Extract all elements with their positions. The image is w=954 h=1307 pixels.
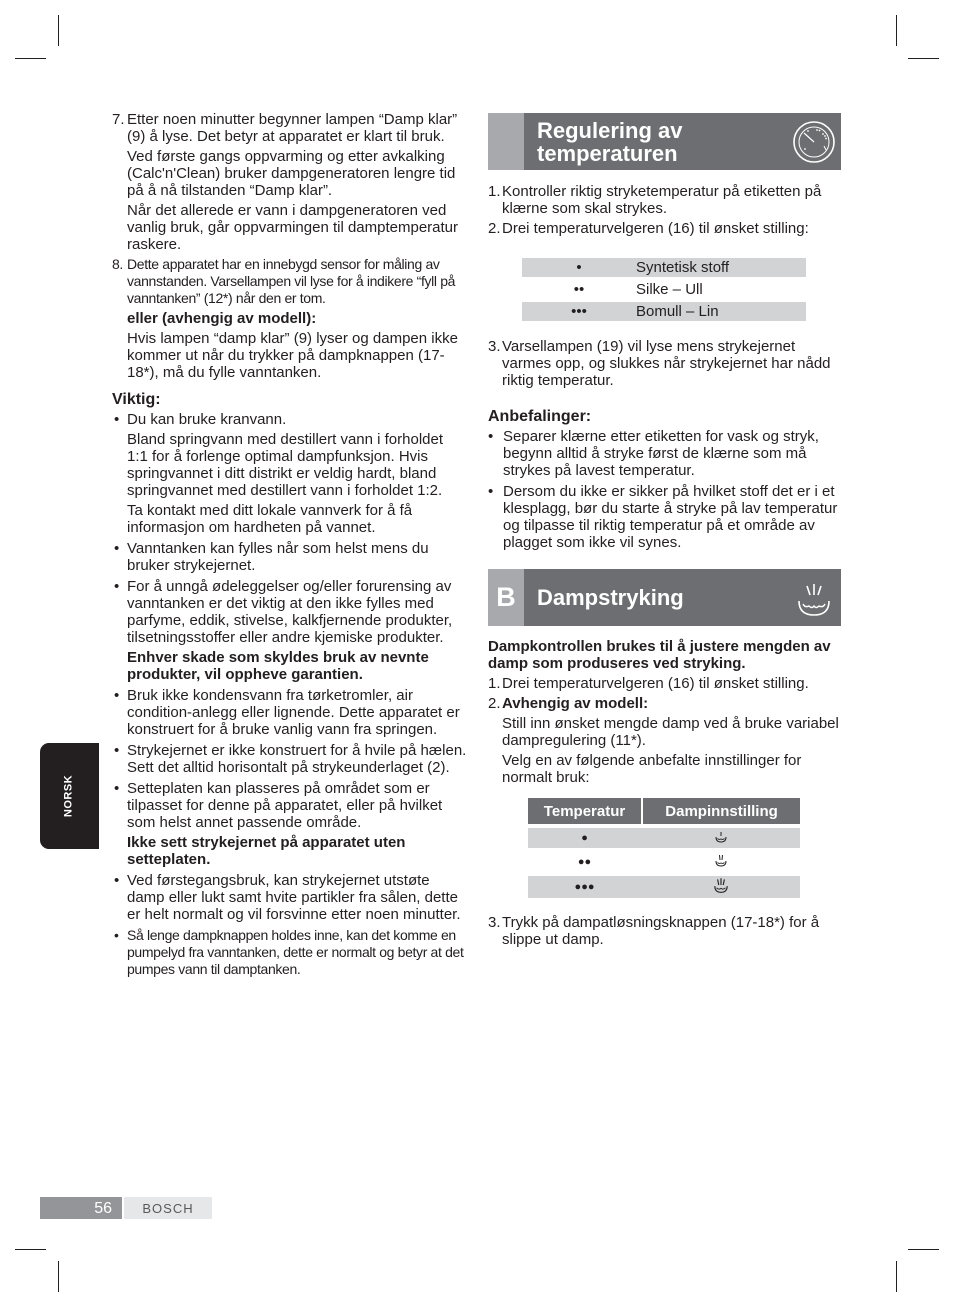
brand-label: BOSCH xyxy=(124,1197,212,1219)
steam-icon-small xyxy=(713,828,729,844)
bullet: • xyxy=(114,780,120,797)
paragraph: Ta kontakt med ditt lokale vannverk for å få informasjon om hardheten på vannet. xyxy=(127,502,413,536)
bullet: • xyxy=(114,927,119,943)
intro-text: Dampkontrollen brukes til å justere mengden av damp som produseres ved stryking. xyxy=(488,638,831,672)
language-tab xyxy=(40,743,99,849)
bullet: • xyxy=(114,578,120,595)
section-title: Dampstryking xyxy=(537,585,684,610)
language-label: NORSK xyxy=(62,774,75,818)
section-heading: Anbefalinger: xyxy=(488,408,592,425)
temperature-dial-icon xyxy=(791,119,837,165)
table-row: ●●● xyxy=(528,876,800,898)
list-item: • Så lenge dampknappen holdes inne, kan det komme en pumpelyd fra vanntanken, dette er normalt og betyr at det pumpes vann til damptanken. xyxy=(114,927,464,977)
bullet: • xyxy=(114,540,120,557)
bullet: • xyxy=(114,411,120,428)
table-row: ● xyxy=(528,828,800,848)
bullet: • xyxy=(114,742,120,759)
list-item: • Separer klærne etter etiketten for vask og stryk, begynn alltid å stryke først de klærne som må strykes på lavest temperatur. xyxy=(488,428,819,479)
item-text: Dette apparatet har en innebygd sensor for måling av vannstanden. Varsellampen vil lyse for å indikere “fyll på vanntanken” (12*) når den er tom. xyxy=(127,256,456,306)
table-row: ••• Bomull – Lin xyxy=(522,302,806,321)
crop-mark xyxy=(908,1249,939,1250)
temperature-table xyxy=(522,255,806,324)
table-row: ●● xyxy=(528,852,800,872)
crop-mark xyxy=(896,1261,897,1292)
paragraph: Bland springvann med destillert vann i forholdet 1:1 for å forlenge optimal dampfunksjon. Hvis springvannet i ditt distrikt er veldig hardt, bland springvannet med destillert vann i forholdet 1:2. xyxy=(127,431,444,499)
banner-tab xyxy=(488,113,524,170)
list-item: 3. Trykk på dampatløsningsknappen (17-18*) for å slippe ut damp. xyxy=(488,914,820,948)
list-item: • Vanntanken kan fylles når som helst mens du bruker strykejernet. xyxy=(114,540,429,574)
list-item: • For å unngå ødeleggelser og/eller forurensing av vanntanken er det viktig at den ikke fylles med parfyme, eddik, stivelse, kalkfjernende produkter, tilsetningsstoffer eller andre kjemiske produkter. xyxy=(114,578,453,646)
section-banner-steam xyxy=(488,569,841,626)
crop-mark xyxy=(908,58,939,59)
right-column xyxy=(488,113,841,948)
list-item xyxy=(112,111,468,145)
list-item: • Setteplaten kan plasseres på området som er tilpasset for denne på apparatet, eller på hvilket som helst annet passende område. xyxy=(114,780,443,831)
bullet: • xyxy=(114,687,120,704)
list-item: • Dersom du ikke er sikker på hvilket stoff det er i et klesplagg, bør du starte å stryke på lav temperatur og tilpasse til riktig temperatur på et område av plagget som ikke vil synes. xyxy=(488,483,838,551)
steam-icon xyxy=(791,575,837,621)
table-row: •• Silke – Ull xyxy=(573,281,703,298)
list-item: 1. Kontroller riktig stryketemperatur på etiketten på klærne som skal strykes. xyxy=(488,183,822,217)
list-item: • Ved førstegangsbruk, kan strykejernet utstøte damp eller lukt samt hvite partikler fra sålen, dette er helt normalt og vil forsvinne etter noen minutter. xyxy=(114,872,461,923)
section-heading: Viktig: xyxy=(112,391,161,408)
paragraph: Ved første gangs oppvarming og etter avkalking (Calc'n'Clean) bruker dampgeneratoren lengre tid på å nå tilstanden “Damp klar”. xyxy=(127,148,456,199)
bold-note: Ikke sett strykejernet på apparatet uten setteplaten. xyxy=(127,834,406,868)
bold-note: eller (avhengig av modell): xyxy=(127,310,317,327)
crop-mark xyxy=(15,58,46,59)
bold-note: Enhver skade som skyldes bruk av nevnte produkter, vil oppheve garantien. xyxy=(127,649,429,683)
steam-icon-large xyxy=(712,876,730,894)
bullet: • xyxy=(114,872,120,889)
item-number: 8. xyxy=(112,256,123,272)
paragraph: Når det allerede er vann i dampgeneratoren ved vanlig bruk, går oppvarmingen til damptemperatur raskere. xyxy=(127,202,459,253)
list-item xyxy=(112,256,468,307)
crop-mark xyxy=(15,1249,46,1250)
list-item: • Bruk ikke kondensvann fra tørketromler, air condition-anlegg eller lignende. Dette apparatet er konstruert for å bruke vanlig vann fra springen. xyxy=(114,687,460,738)
crop-mark xyxy=(896,15,897,46)
page-number: 56 xyxy=(40,1197,122,1219)
list-item: • Du kan bruke kranvann. xyxy=(114,411,287,428)
left-column xyxy=(112,111,468,978)
crop-mark xyxy=(58,1261,59,1292)
paragraph: Hvis lampen “damp klar” (9) lyser og dampen ikke kommer ut når du trykker på dampknappen (17-18*), må du fylle vanntanken. xyxy=(127,330,458,381)
steam-settings-table xyxy=(528,794,800,902)
list-item: 2. Drei temperaturvelgeren (16) til ønsket stilling: xyxy=(488,220,809,237)
paragraph: Velg en av følgende anbefalte innstillinger for normalt bruk: xyxy=(502,752,802,786)
section-title: Regulering av temperaturen xyxy=(537,117,683,166)
page-footer xyxy=(40,1197,212,1219)
list-item: 1. Drei temperaturvelgeren (16) til ønsket stilling. xyxy=(488,675,809,692)
list-item: • Strykejernet er ikke konstruert for å hvile på hælen. Sett det alltid horisontalt på strykeunderlaget (2). xyxy=(114,742,467,776)
crop-mark xyxy=(58,15,59,46)
table-row: • Syntetisk stoff xyxy=(522,258,806,277)
item-text: Etter noen minutter begynner lampen “Damp klar” (9) å lyse. Det betyr at apparatet er klart til bruk. xyxy=(127,111,458,145)
steam-icon-medium xyxy=(713,852,729,868)
table-header-row: Temperatur Dampinnstilling xyxy=(528,798,800,824)
section-banner-temperature xyxy=(488,113,841,170)
paragraph: Still inn ønsket mengde damp ved å bruke variabel dampregulering (11*). xyxy=(502,715,839,749)
banner-tab: B xyxy=(488,569,524,626)
list-item: 3. Varsellampen (19) vil lyse mens strykejernet varmes opp, og slukkes når strykejernet har nådd riktig temperatur. xyxy=(488,338,831,389)
list-item: 2. Avhengig av modell: xyxy=(488,695,649,712)
item-number: 7. xyxy=(112,111,125,128)
